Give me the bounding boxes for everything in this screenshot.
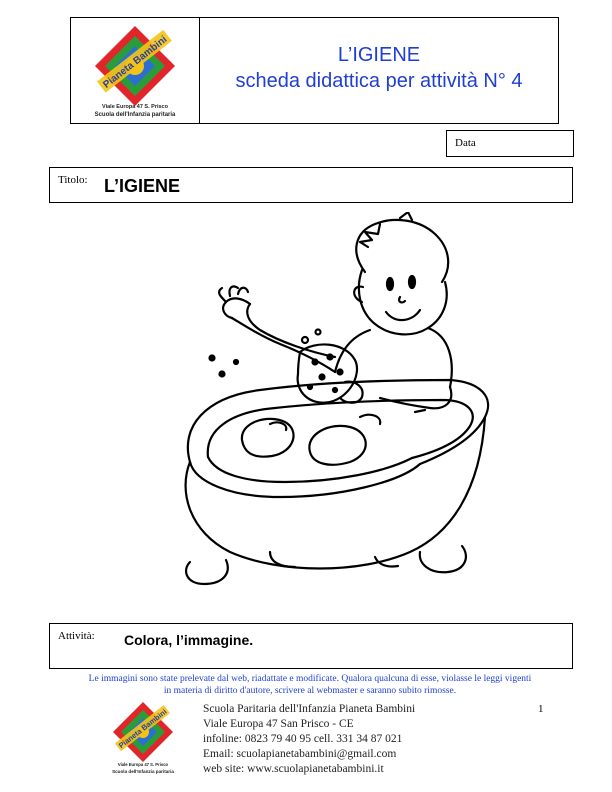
header-divider [199,18,200,123]
footer-logo-subtitle: Scuola dell'Infanzia paritaria [112,769,174,774]
footer-phones: infoline: 0823 79 40 95 cell. 331 34 87 021 [203,733,403,745]
footer-contact-info [203,702,415,777]
footer-school-name: Scuola Paritaria dell'Infanzia Pianeta Bambini [203,703,416,715]
footer-email[interactable]: Email: scuolapianetabambini@gmail.com [203,748,397,760]
date-label: Data [455,137,476,149]
footer-logo-name: Pianeta Bambini [116,707,169,751]
footer-website[interactable]: web site: www.scuolapianetabambini.it [203,763,384,775]
title-label: Titolo: [58,174,88,186]
logo-name: Pianeta Bambini [101,34,170,91]
activity-field [49,623,573,669]
activity-label: Attività: [58,630,95,642]
disclaimer-line2: in materia di diritto d'autore, scrivere al webmaster e saranno subito rimosse. [163,686,457,696]
date-field[interactable] [446,130,574,157]
child-in-bathtub-icon [150,212,490,602]
logo-subtitle: Scuola dell'Infanzia paritaria [94,112,176,118]
copyright-disclaimer [30,673,590,697]
activity-value: Colora, l’immagine. [124,632,254,648]
page-number: 1 [538,703,544,715]
header-box [70,17,559,124]
title-value: L’IGIENE [104,176,181,196]
footer-logo-address: Viale Europa 47 S. Prisco [117,762,169,767]
disclaimer-line1: Le immagini sono state prelevate dal web, riadattate e modificate. Qualora qualcuna di esse, violasse le leggi vigenti [88,674,532,684]
title-field [49,167,573,203]
header-title-line2: scheda didattica per attività N° 4 [235,70,523,92]
footer-address: Viale Europa 47 San Prisco - CE [203,718,354,730]
header-title [201,42,557,94]
footer-school-logo [98,700,188,774]
school-logo [75,22,195,118]
header-title-line1: L’IGIENE [337,44,421,66]
logo-address: Viale Europa 47 S. Prisco [102,104,168,110]
